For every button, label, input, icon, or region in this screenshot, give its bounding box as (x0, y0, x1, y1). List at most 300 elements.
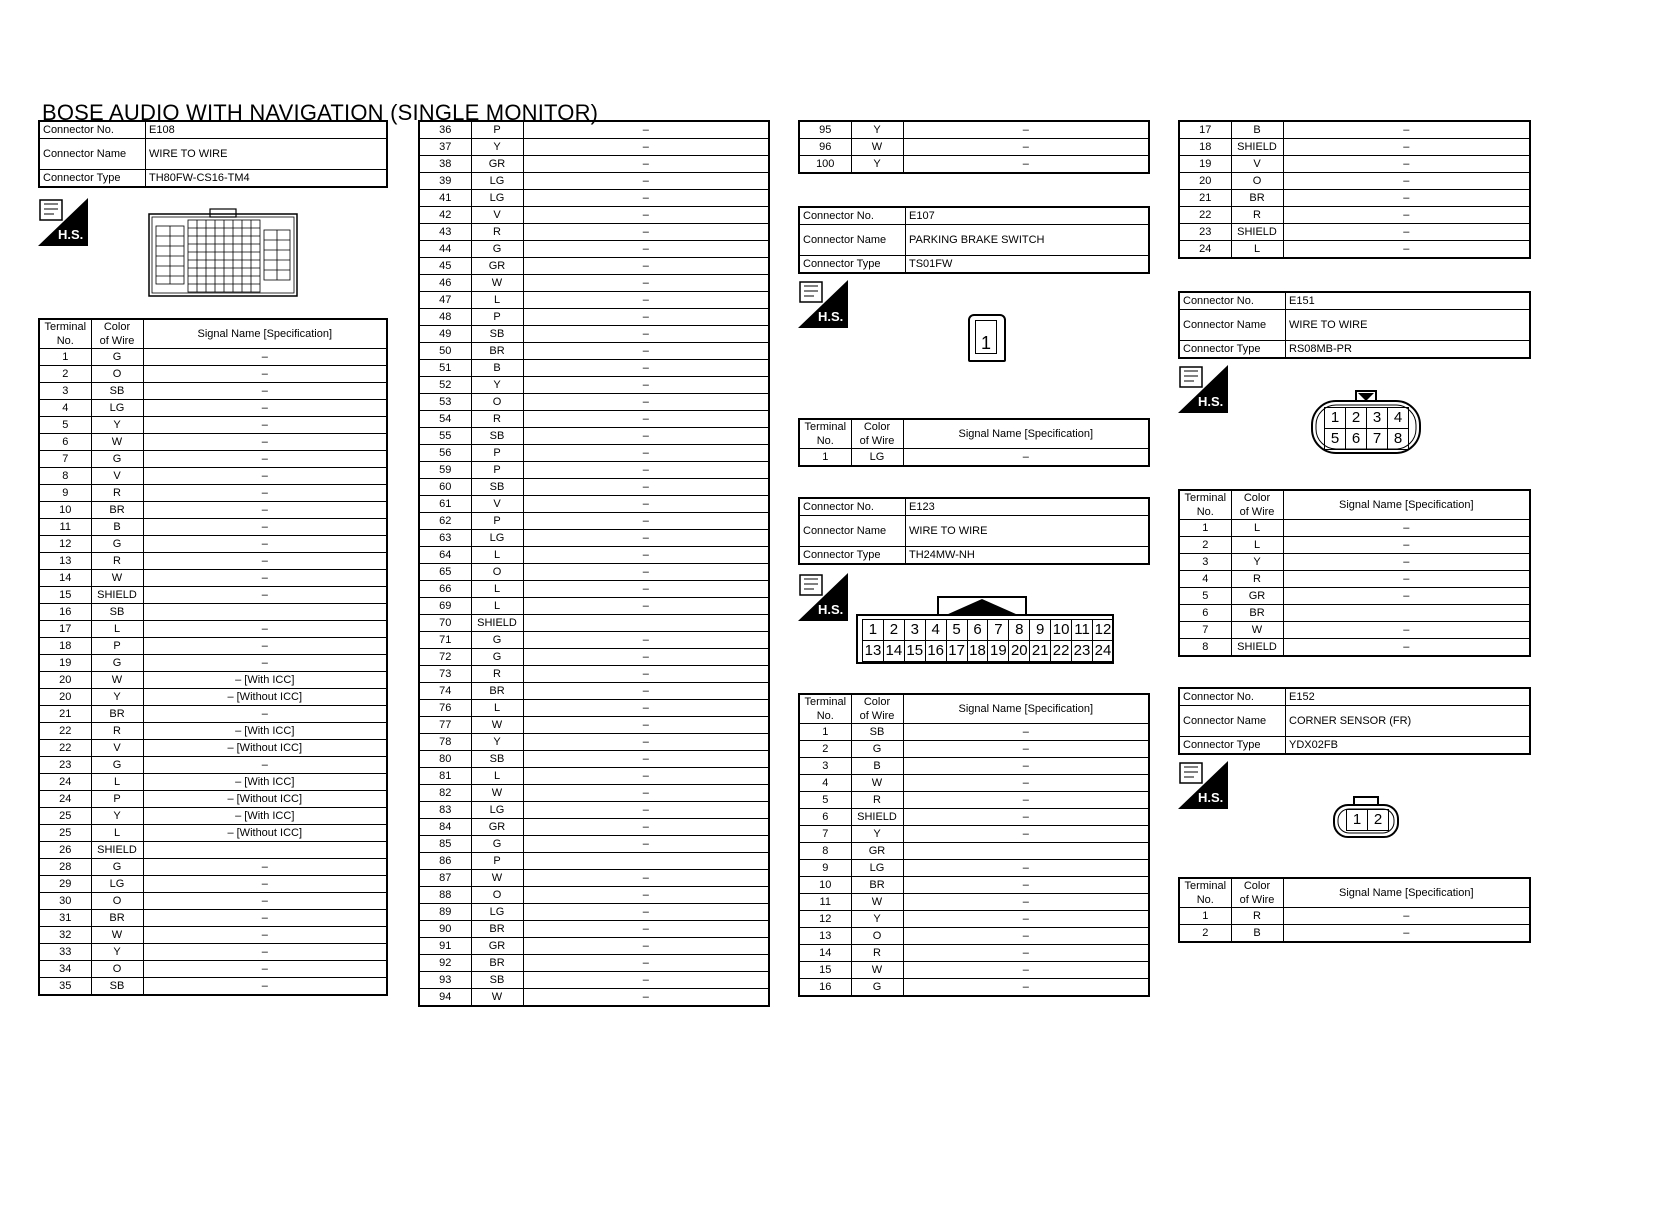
signal-name-cell: – (1283, 520, 1530, 537)
signal-name-cell: – (903, 945, 1149, 962)
signal-name-cell: – (1283, 190, 1530, 207)
table-row (799, 979, 1149, 997)
table-row (419, 462, 769, 479)
wire-color-cell: R (1231, 207, 1283, 224)
wire-color-cell: GR (851, 843, 903, 860)
table-row (419, 581, 769, 598)
signal-name-cell: – (1283, 622, 1530, 639)
terminal-no-cell: 7 (39, 451, 91, 468)
table-row (1179, 554, 1530, 571)
wire-color-cell: G (91, 349, 143, 366)
wire-color-cell: LG (471, 173, 523, 190)
table-row (419, 615, 769, 632)
terminal-no-cell: 4 (799, 775, 851, 792)
signal-name-cell: – (523, 343, 769, 360)
wire-color-cell: SB (471, 428, 523, 445)
connector-pin: 22 (1051, 641, 1072, 662)
wire-color-cell: R (471, 224, 523, 241)
connector-pin: 3 (904, 620, 925, 641)
terminal-no-cell: 76 (419, 700, 471, 717)
signal-name-cell: – (143, 519, 387, 536)
wire-color-cell: G (851, 741, 903, 758)
e151-connector-type: RS08MB-PR (1286, 341, 1531, 359)
wire-color-cell: G (471, 241, 523, 258)
signal-name-cell: – (1283, 173, 1530, 190)
connector-pin: 19 (988, 641, 1009, 662)
signal-name-cell: – (523, 581, 769, 598)
terminal-no-cell: 6 (1179, 605, 1231, 622)
wire-color-cell: SHIELD (851, 809, 903, 826)
wire-color-cell: G (91, 451, 143, 468)
label-connector-type: Connector Type (1179, 341, 1286, 359)
signal-name-cell (523, 615, 769, 632)
terminal-no-cell: 23 (39, 757, 91, 774)
table-row (419, 853, 769, 870)
wire-color-cell: R (851, 945, 903, 962)
e107-connector-type: TS01FW (906, 256, 1150, 274)
connector-pin: 14 (883, 641, 904, 662)
signal-name-cell: – (523, 326, 769, 343)
harness-side-icon: H.S. (798, 280, 850, 330)
wire-color-cell: R (1231, 908, 1283, 925)
signal-name-cell: – (903, 877, 1149, 894)
e152-info-table (1178, 687, 1531, 755)
wire-color-cell: BR (471, 683, 523, 700)
wire-color-cell: L (91, 774, 143, 791)
wire-color-cell: R (1231, 571, 1283, 588)
signal-name-cell: – (523, 394, 769, 411)
wire-color-cell: O (471, 887, 523, 904)
terminal-no-cell: 5 (39, 417, 91, 434)
signal-name-cell: – (523, 972, 769, 989)
connector-pin: 16 (925, 641, 946, 662)
signal-name-cell (903, 843, 1149, 860)
wire-color-cell: P (471, 513, 523, 530)
signal-name-cell: – (143, 706, 387, 723)
table-row (419, 360, 769, 377)
wire-color-cell: Y (471, 734, 523, 751)
terminal-no-cell: 3 (39, 383, 91, 400)
terminal-no-cell: 87 (419, 870, 471, 887)
wire-color-cell: SB (91, 383, 143, 400)
wire-color-cell: W (471, 275, 523, 292)
terminal-no-cell: 49 (419, 326, 471, 343)
terminal-no-cell: 94 (419, 989, 471, 1007)
table-row (39, 774, 387, 791)
table-row (799, 449, 1149, 467)
table-row (419, 343, 769, 360)
terminal-no-cell: 12 (39, 536, 91, 553)
table-row (39, 383, 387, 400)
wire-color-cell: BR (91, 910, 143, 927)
label-connector-type: Connector Type (799, 547, 906, 565)
terminal-no-cell: 63 (419, 530, 471, 547)
label-connector-name: Connector Name (39, 139, 146, 170)
wire-color-cell: Y (91, 944, 143, 961)
label-connector-no: Connector No. (1179, 292, 1286, 310)
terminal-no-cell: 22 (39, 723, 91, 740)
terminal-no-cell: 25 (39, 808, 91, 825)
table-row (799, 911, 1149, 928)
terminal-no-cell: 11 (39, 519, 91, 536)
signal-name-cell: – (523, 785, 769, 802)
signal-name-cell: – (143, 587, 387, 604)
table-row (799, 121, 1149, 139)
wire-color-cell: V (91, 468, 143, 485)
table-row (39, 927, 387, 944)
signal-name-cell: – (523, 887, 769, 904)
wire-color-cell: P (471, 462, 523, 479)
wire-color-cell: O (91, 961, 143, 978)
table-row (799, 962, 1149, 979)
terminal-no-cell: 13 (39, 553, 91, 570)
signal-name-cell: – (143, 434, 387, 451)
e152-connector-no: E152 (1286, 688, 1531, 706)
table-row (419, 530, 769, 547)
terminal-no-cell: 38 (419, 156, 471, 173)
wire-color-cell: G (471, 649, 523, 666)
signal-name-cell: – (523, 989, 769, 1007)
table-row (419, 121, 769, 139)
table-row (1179, 139, 1530, 156)
terminal-no-cell: 2 (799, 741, 851, 758)
table-row (419, 938, 769, 955)
terminal-no-cell: 7 (799, 826, 851, 843)
wire-color-cell: P (471, 121, 523, 139)
table-row (1179, 571, 1530, 588)
terminal-no-cell: 23 (1179, 224, 1231, 241)
terminal-no-cell: 17 (1179, 121, 1231, 139)
e151-terminal-table (1178, 489, 1531, 657)
signal-name-cell: – (523, 496, 769, 513)
connector-pin: 5 (1325, 429, 1346, 450)
wire-color-cell: Y (471, 377, 523, 394)
terminal-no-cell: 16 (799, 979, 851, 997)
wire-color-cell: Y (471, 139, 523, 156)
signal-name-cell: – [Without ICC] (143, 791, 387, 808)
signal-name-cell: – (903, 449, 1149, 467)
signal-name-cell: – (523, 139, 769, 156)
table-row (419, 955, 769, 972)
terminal-no-cell: 45 (419, 258, 471, 275)
connector-pin: 9 (1030, 620, 1051, 641)
table-row (419, 887, 769, 904)
terminal-no-cell: 29 (39, 876, 91, 893)
wire-color-cell: R (91, 485, 143, 502)
signal-name-cell: – (523, 377, 769, 394)
wire-color-cell: LG (471, 190, 523, 207)
terminal-no-cell: 80 (419, 751, 471, 768)
connector-pin: 21 (1030, 641, 1051, 662)
table-row (419, 479, 769, 496)
table-row (799, 139, 1149, 156)
terminal-no-cell: 18 (1179, 139, 1231, 156)
table-row (1179, 605, 1530, 622)
wire-color-cell: L (1231, 520, 1283, 537)
terminal-no-cell: 54 (419, 411, 471, 428)
table-row (39, 468, 387, 485)
table-row (39, 536, 387, 553)
connector-pin: 2 (1346, 408, 1367, 429)
table-row (39, 621, 387, 638)
connector-pin: 10 (1051, 620, 1072, 641)
wire-color-cell: SB (471, 479, 523, 496)
signal-name-cell: – (903, 894, 1149, 911)
terminal-no-cell: 93 (419, 972, 471, 989)
terminal-no-cell: 60 (419, 479, 471, 496)
terminal-no-cell: 1 (39, 349, 91, 366)
terminal-no-cell: 8 (799, 843, 851, 860)
wire-color-cell: G (91, 655, 143, 672)
wire-color-cell: W (91, 927, 143, 944)
signal-name-cell: – [With ICC] (143, 672, 387, 689)
terminal-no-cell: 9 (799, 860, 851, 877)
wire-color-cell: LG (471, 904, 523, 921)
wire-color-cell: Y (91, 808, 143, 825)
wire-color-cell: Y (1231, 554, 1283, 571)
wire-color-cell: P (471, 309, 523, 326)
terminal-no-cell: 1 (799, 724, 851, 741)
terminal-no-cell: 20 (39, 689, 91, 706)
signal-name-cell: – (523, 530, 769, 547)
connector-pin: 13 (863, 641, 884, 662)
table-row (39, 349, 387, 366)
wire-color-cell: SHIELD (1231, 224, 1283, 241)
label-connector-no: Connector No. (1179, 688, 1286, 706)
table-row (419, 819, 769, 836)
connector-pin: 1 (863, 620, 884, 641)
signal-name-cell: – (523, 360, 769, 377)
table-row (39, 944, 387, 961)
wire-color-cell: L (91, 825, 143, 842)
wire-color-cell: W (851, 139, 903, 156)
harness-side-icon: H.S. (1178, 761, 1230, 811)
signal-name-cell: – (523, 241, 769, 258)
signal-name-cell: – (1283, 588, 1530, 605)
connector-pin: 8 (1009, 620, 1030, 641)
table-row (39, 876, 387, 893)
terminal-no-cell: 1 (1179, 520, 1231, 537)
table-row (39, 485, 387, 502)
terminal-no-cell: 56 (419, 445, 471, 462)
wire-color-cell: SHIELD (1231, 639, 1283, 657)
wire-color-cell: R (91, 553, 143, 570)
signal-name-cell: – (1283, 139, 1530, 156)
table-row (419, 802, 769, 819)
signal-name-cell: – (903, 775, 1149, 792)
signal-name-cell: – (523, 734, 769, 751)
wire-color-cell: L (471, 700, 523, 717)
signal-name-cell: – [With ICC] (143, 774, 387, 791)
table-row (419, 411, 769, 428)
header-terminal-no: Terminal No. (799, 419, 851, 449)
terminal-no-cell: 14 (799, 945, 851, 962)
terminal-no-cell: 100 (799, 156, 851, 174)
signal-name-cell: – (143, 417, 387, 434)
e123-connector-face-diagram (856, 595, 1114, 665)
table-row (39, 519, 387, 536)
signal-name-cell: – (903, 928, 1149, 945)
label-connector-name: Connector Name (799, 516, 906, 547)
wire-color-cell: W (851, 894, 903, 911)
terminal-no-cell: 95 (799, 121, 851, 139)
connector-pin: 23 (1072, 641, 1093, 662)
label-connector-name: Connector Name (1179, 706, 1286, 737)
wire-color-cell: GR (1231, 588, 1283, 605)
wire-color-cell: LG (471, 802, 523, 819)
signal-name-cell: – (143, 893, 387, 910)
terminal-no-cell: 8 (39, 468, 91, 485)
wire-color-cell: W (91, 672, 143, 689)
terminal-no-cell: 48 (419, 309, 471, 326)
table-row (799, 894, 1149, 911)
harness-side-icon: H.S. (1178, 365, 1230, 415)
table-row (39, 723, 387, 740)
signal-name-cell: – (903, 860, 1149, 877)
terminal-no-cell: 1 (799, 449, 851, 467)
terminal-no-cell: 59 (419, 462, 471, 479)
table-row (419, 972, 769, 989)
table-row (1179, 121, 1530, 139)
terminal-no-cell: 22 (39, 740, 91, 757)
wire-color-cell: V (471, 496, 523, 513)
terminal-no-cell: 6 (799, 809, 851, 826)
signal-name-cell: – (523, 207, 769, 224)
signal-name-cell: – (523, 819, 769, 836)
terminal-no-cell: 5 (1179, 588, 1231, 605)
signal-name-cell: – (523, 955, 769, 972)
terminal-no-cell: 84 (419, 819, 471, 836)
table-row (39, 570, 387, 587)
signal-name-cell: – (903, 809, 1149, 826)
table-row (1179, 588, 1530, 605)
terminal-no-cell: 90 (419, 921, 471, 938)
wire-color-cell: L (471, 768, 523, 785)
e108-terminal-table-a (38, 318, 388, 996)
e152-connector-type: YDX02FB (1286, 737, 1531, 755)
connector-pin: 18 (967, 641, 988, 662)
terminal-no-cell: 77 (419, 717, 471, 734)
terminal-no-cell: 35 (39, 978, 91, 996)
wire-color-cell: GR (471, 938, 523, 955)
terminal-no-cell: 24 (1179, 241, 1231, 259)
signal-name-cell: – (523, 156, 769, 173)
terminal-no-cell: 64 (419, 547, 471, 564)
table-row (419, 632, 769, 649)
table-row (419, 173, 769, 190)
e123-connector-type: TH24MW-NH (906, 547, 1150, 565)
signal-name-cell: – (523, 870, 769, 887)
connector-pin: 1 (1347, 810, 1368, 831)
signal-name-cell: – (523, 258, 769, 275)
header-terminal-no: Terminal No. (1179, 878, 1231, 908)
terminal-no-cell: 9 (39, 485, 91, 502)
header-signal-name: Signal Name [Specification] (903, 694, 1149, 724)
connector-pin: 4 (925, 620, 946, 641)
terminal-no-cell: 30 (39, 893, 91, 910)
table-row (419, 564, 769, 581)
connector-pin: 12 (1092, 620, 1113, 641)
terminal-no-cell: 39 (419, 173, 471, 190)
wire-color-cell: G (471, 836, 523, 853)
signal-name-cell: – (523, 751, 769, 768)
signal-name-cell: – (1283, 207, 1530, 224)
table-row (419, 513, 769, 530)
terminal-no-cell: 6 (39, 434, 91, 451)
signal-name-cell: – (523, 921, 769, 938)
wire-color-cell: Y (91, 417, 143, 434)
table-row (799, 792, 1149, 809)
connector-pin: 7 (988, 620, 1009, 641)
terminal-no-cell: 92 (419, 955, 471, 972)
terminal-no-cell: 66 (419, 581, 471, 598)
connector-pin: 6 (1346, 429, 1367, 450)
table-row (1179, 520, 1530, 537)
signal-name-cell: – (523, 513, 769, 530)
terminal-no-cell: 36 (419, 121, 471, 139)
wire-color-cell: Y (91, 689, 143, 706)
header-signal-name: Signal Name [Specification] (1283, 490, 1530, 520)
wire-color-cell: LG (91, 876, 143, 893)
terminal-no-cell: 21 (1179, 190, 1231, 207)
terminal-no-cell: 25 (39, 825, 91, 842)
page-title: BOSE AUDIO WITH NAVIGATION (SINGLE MONITOR) (42, 100, 599, 125)
signal-name-cell: – [Without ICC] (143, 825, 387, 842)
signal-name-cell: – (1283, 241, 1530, 259)
table-row (419, 870, 769, 887)
table-row (39, 502, 387, 519)
signal-name-cell: – (143, 400, 387, 417)
signal-name-cell: – (143, 570, 387, 587)
table-row (1179, 173, 1530, 190)
table-row (39, 978, 387, 996)
wire-color-cell: BR (91, 502, 143, 519)
wire-color-cell: SHIELD (471, 615, 523, 632)
signal-name-cell: – (523, 768, 769, 785)
table-row (799, 156, 1149, 174)
signal-name-cell: – (523, 598, 769, 615)
wire-color-cell: LG (91, 400, 143, 417)
terminal-no-cell: 42 (419, 207, 471, 224)
table-row (1179, 925, 1530, 943)
table-row (419, 207, 769, 224)
terminal-no-cell: 10 (799, 877, 851, 894)
wire-color-cell: W (851, 775, 903, 792)
signal-name-cell: – (143, 485, 387, 502)
signal-name-cell: – (143, 349, 387, 366)
table-row (799, 826, 1149, 843)
terminal-no-cell: 12 (799, 911, 851, 928)
wire-color-cell: BR (471, 343, 523, 360)
label-connector-no: Connector No. (799, 207, 906, 225)
signal-name-cell (143, 604, 387, 621)
signal-name-cell: – [With ICC] (143, 723, 387, 740)
signal-name-cell: – (143, 536, 387, 553)
wire-color-cell: GR (471, 258, 523, 275)
terminal-no-cell: 11 (799, 894, 851, 911)
connector-pin: 2 (883, 620, 904, 641)
wire-color-cell: O (851, 928, 903, 945)
table-row (39, 366, 387, 383)
table-row (419, 717, 769, 734)
terminal-no-cell: 73 (419, 666, 471, 683)
connector-pin: 3 (1367, 408, 1388, 429)
terminal-no-cell: 15 (799, 962, 851, 979)
e107-connector-face-diagram: 1 (968, 314, 1006, 362)
table-row (39, 400, 387, 417)
signal-name-cell: – (1283, 156, 1530, 173)
table-row (39, 655, 387, 672)
